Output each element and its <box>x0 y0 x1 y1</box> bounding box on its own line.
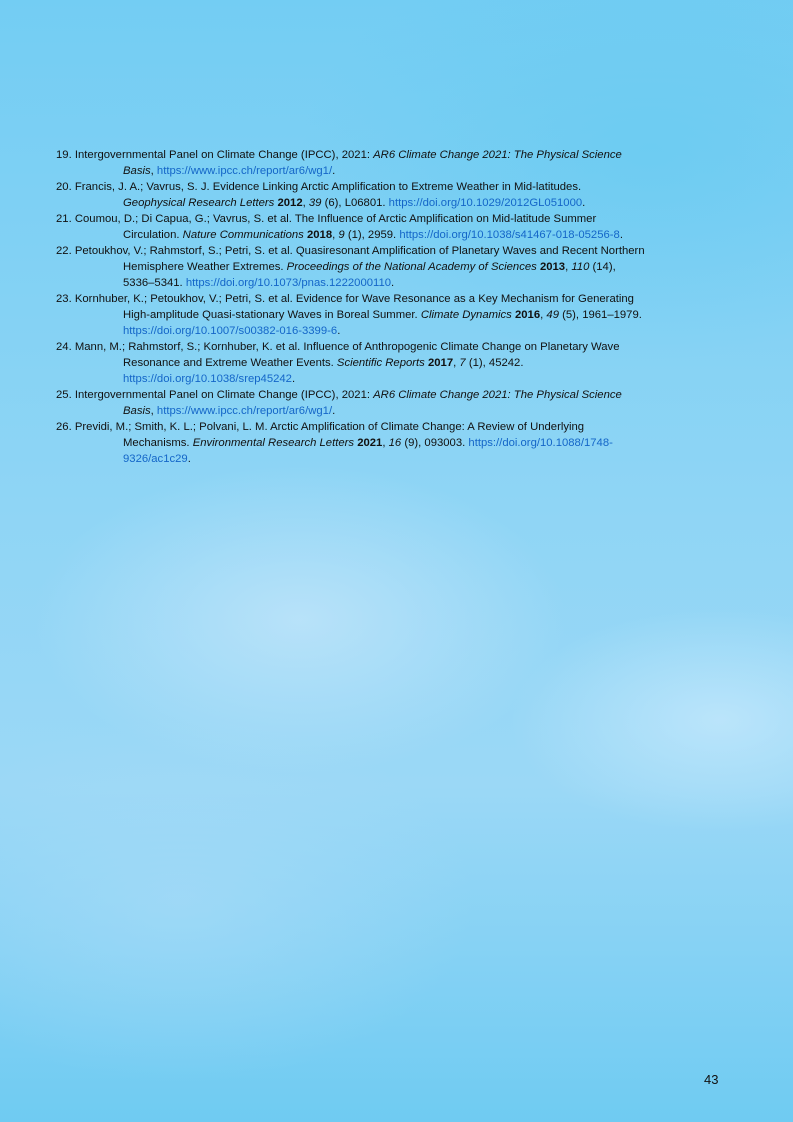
reference-item: 26. Previdi, M.; Smith, K. L.; Polvani, L. M. Arctic Amplification of Climate Change: A Review of Underlying Mechanisms. Environmental Research Letters 2021, 16 (9), 093003. https://doi.org/10.1088/1748-9326/ac1c29. <box>56 421 613 465</box>
reference-year: 2021 <box>357 437 383 449</box>
reference-volume: 9 <box>338 229 345 241</box>
reference-title: Influence of Anthropogenic Climate Change on Planetary Wave Resonance and Extreme Weather Events. <box>123 341 620 369</box>
reference-item: 20. Francis, J. A.; Vavrus, S. J. Evidence Linking Arctic Amplification to Extreme Weather in Mid-latitudes. Geophysical Research Letters 2012, 39 (6), L06801. https://doi.org/10.1029/2012GL051000. <box>56 181 586 209</box>
reference-source: Geophysical Research Letters <box>123 197 275 209</box>
reference-details: , <box>150 165 157 177</box>
reference-number: 23. <box>56 293 72 305</box>
reference-authors: Intergovernmental Panel on Climate Change (IPCC), 2021: <box>74 389 374 401</box>
reference-source: Climate Dynamics <box>420 309 512 321</box>
reference-title: Arctic Amplification of Climate Change: A Review of Underlying Mechanisms. <box>123 421 585 449</box>
reference-link[interactable]: https://doi.org/10.1038/srep45242 <box>123 373 292 385</box>
reference-item <box>56 387 646 419</box>
reference-link[interactable]: https://doi.org/10.1007/s00382-016-3399-6 <box>123 325 338 337</box>
reference-authors: Previdi, M.; Smith, K. L.; Polvani, L. M. <box>74 421 271 433</box>
reference-details: (1), 45242. <box>465 357 524 369</box>
reference-end: . <box>619 229 623 241</box>
reference-title: Evidence Linking Arctic Amplification to Extreme Weather in Mid-latitudes. <box>212 181 582 193</box>
reference-details: (14), 5336–5341. <box>123 261 616 289</box>
reference-number: 22. <box>56 245 72 257</box>
reference-year: 2017 <box>427 357 454 369</box>
reference-number: 25. <box>56 389 72 401</box>
reference-item: 23. Kornhuber, K.; Petoukhov, V.; Petri, S. et al. Evidence for Wave Resonance as a Key Mechanism for Generating High-amplitude Quasi-stationary Waves in Boreal Summer. Climate Dynamics 2016, 49 (5), 1961–1979. https://doi.org/10.1007/s00382-016-3399-6. <box>56 293 642 337</box>
reference-end: . <box>337 325 341 337</box>
reference-details: , <box>150 405 157 417</box>
reference-year: 2016 <box>514 309 541 321</box>
reference-details: (1), 2959. <box>344 229 400 241</box>
reference-source: Environmental Research Letters <box>192 437 355 449</box>
reference-list <box>56 147 646 467</box>
reference-volume: 39 <box>308 197 322 209</box>
reference-authors: Petoukhov, V.; Rahmstorf, S.; Petri, S. et al. <box>74 245 296 257</box>
reference-link[interactable]: https://www.ipcc.ch/report/ar6/wg1/ <box>156 405 333 417</box>
reference-number: 19. <box>56 149 72 161</box>
reference-title: Quasiresonant Amplification of Planetary Waves and Recent Northern Hemisphere Weather Extremes. <box>123 245 645 273</box>
reference-number: 20. <box>56 181 72 193</box>
reference-source: AR6 Climate Change 2021: The Physical Science Basis <box>123 389 622 417</box>
reference-source: Proceedings of the National Academy of Sciences <box>286 261 537 273</box>
reference-year: 2012 <box>277 197 303 209</box>
reference-details: (6), L06801. <box>321 197 389 209</box>
reference-volume: 49 <box>546 309 559 321</box>
reference-title: Evidence for Wave Resonance as a Key Mechanism for Generating High-amplitude Quasi-stationary Waves in Boreal Summer. <box>123 293 634 321</box>
reference-link[interactable]: https://doi.org/10.1073/pnas.1222000110 <box>185 277 392 289</box>
reference-authors: Intergovernmental Panel on Climate Change (IPCC), 2021: <box>74 149 374 161</box>
reference-authors: Coumou, D.; Di Capua, G.; Vavrus, S. et al. <box>74 213 295 225</box>
reference-source: Nature Communications <box>182 229 304 241</box>
reference-details: (9), 093003. <box>401 437 469 449</box>
reference-link[interactable]: https://doi.org/10.1038/s41467-018-05256-8 <box>399 229 620 241</box>
reference-authors: Mann, M.; Rahmstorf, S.; Kornhuber, K. et al. <box>74 341 304 353</box>
reference-end: . <box>582 197 586 209</box>
reference-end: . <box>187 453 191 465</box>
reference-number: 24. <box>56 341 72 353</box>
reference-details: (5), 1961–1979. <box>558 309 642 321</box>
reference-end: . <box>291 373 296 385</box>
reference-source: AR6 Climate Change 2021: The Physical Science Basis <box>123 149 622 177</box>
reference-item <box>56 147 646 179</box>
reference-title: The Influence of Arctic Amplification on Mid-latitude Summer Circulation. <box>123 213 597 241</box>
reference-end: . <box>332 405 336 417</box>
reference-link[interactable]: https://doi.org/10.1088/1748-9326/ac1c29 <box>123 437 613 465</box>
reference-year: 2018 <box>306 229 333 241</box>
reference-volume: 7 <box>459 357 466 369</box>
reference-source: Scientific Reports <box>336 357 425 369</box>
reference-authors: Francis, J. A.; Vavrus, S. J. <box>74 181 213 193</box>
reference-number: 21. <box>56 213 72 225</box>
reference-end: . <box>391 277 395 289</box>
reference-number: 26. <box>56 421 72 433</box>
reference-year: 2013 <box>539 261 566 273</box>
reference-item: 22. Petoukhov, V.; Rahmstorf, S.; Petri, S. et al. Quasiresonant Amplification of Planetary Waves and Recent Northern Hemisphere Weather Extremes. Proceedings of the National Academy of Sciences 2013, 110 (14), 5336–5341. https://doi.org/10.1073/pnas.1222000110. <box>56 245 645 289</box>
reference-link[interactable]: https://www.ipcc.ch/report/ar6/wg1/ <box>156 165 333 177</box>
reference-link[interactable]: https://doi.org/10.1029/2012GL051000 <box>388 197 583 209</box>
page-number: 43 <box>704 1072 719 1087</box>
reference-end: . <box>332 165 336 177</box>
reference-volume: 110 <box>571 261 590 273</box>
reference-item: 21. Coumou, D.; Di Capua, G.; Vavrus, S. et al. The Influence of Arctic Amplification on Mid-latitude Summer Circulation. Nature Communications 2018, 9 (1), 2959. https://doi.org/10.1038/s41467-018-05256-8. <box>56 213 623 241</box>
reference-volume: 16 <box>388 437 402 449</box>
reference-item: 24. Mann, M.; Rahmstorf, S.; Kornhuber, K. et al. Influence of Anthropogenic Climate Change on Planetary Wave Resonance and Extreme Weather Events. Scientific Reports 2017, 7 (1), 45242. https://doi.org/10.1038/srep45242. <box>56 341 620 385</box>
reference-authors: Kornhuber, K.; Petoukhov, V.; Petri, S. et al. <box>74 293 296 305</box>
